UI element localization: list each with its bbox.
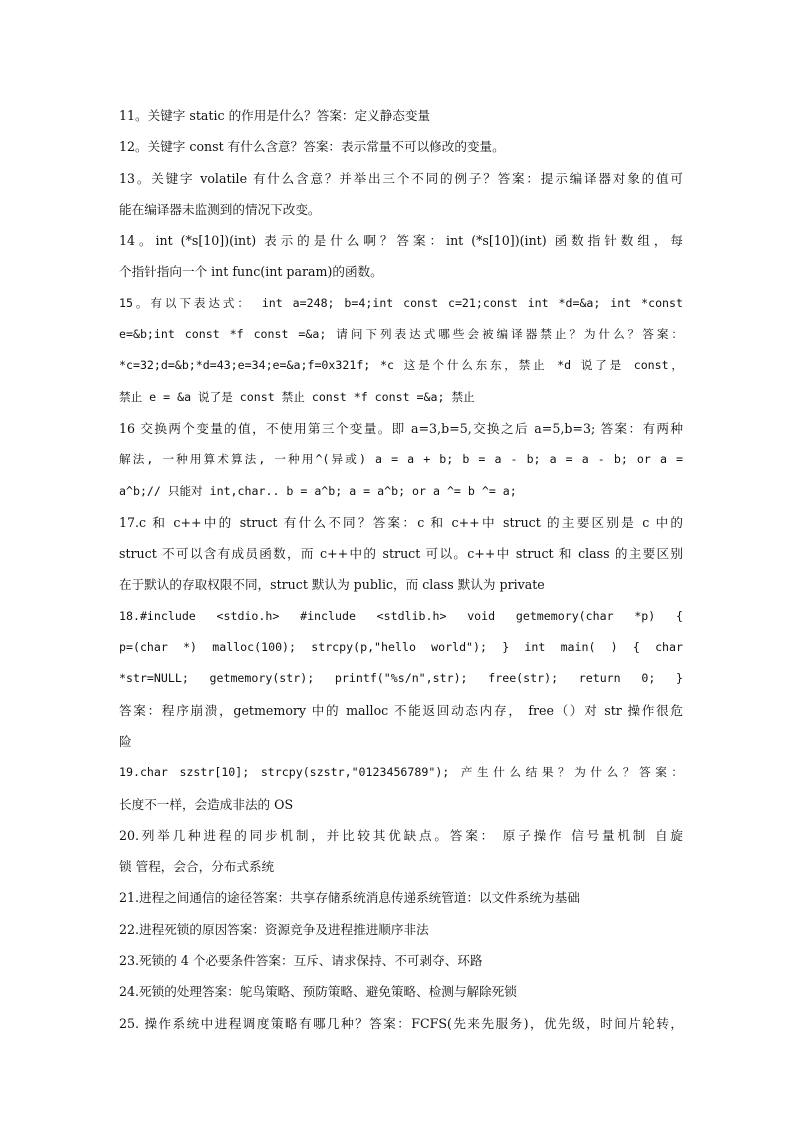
text-line: 20.列举几种进程的同步机制，并比较其优缺点。答案： 原子操作 信号量机制 自旋 <box>119 827 683 843</box>
text-line: 23.死锁的 4 个必要条件答案：互斥、请求保持、不可剥夺、环路 <box>119 953 483 969</box>
text-line: 禁止 e = &a 说了是 const 禁止 const *f const =&a; 禁止 <box>119 389 475 404</box>
text-line: 在于默认的存取权限不同，struct 默认为 public，而 class 默认为 private <box>119 577 545 593</box>
text-line: *c=32;d=&b;*d=43;e=34;e=&a;f=0x321f; *c 这是个什么东东，禁止 *d 说了是 const， <box>119 358 683 373</box>
text-line: 能在编译器未监测到的情况下改变。 <box>119 201 321 217</box>
text-line: 长度不一样，会造成非法的 OS <box>119 796 294 812</box>
text-line: e=&b;int const *f const =&a; 请问下列表达式哪些会被编译器禁止？为什么？答案： <box>119 327 683 342</box>
text-line: 15。有以下表达式： int a=248; b=4;int const c=21;const int *d=&a; int *const <box>119 295 683 310</box>
text-line: 11。关键字 static 的作用是什么？答案：定义静态变量 <box>119 108 431 123</box>
text-line: 13。关键字 volatile 有什么含意？并举出三个不同的例子？答案：提示编译器对象的值可 <box>119 170 683 186</box>
text-line: a^b;// 只能对 int,char.. b = a^b; a = a^b; or a ^= b ^= a; <box>119 483 517 498</box>
text-line: 解法, 一种用算术算法, 一种用^(异或) a = a + b; b = a - b; a = a - b; or a = <box>119 452 683 467</box>
text-line: p=(char *) malloc(100); strcpy(p,"hello world"); } int main( ) { char <box>119 640 683 655</box>
text-line: 17.c 和 c++中的 struct 有什么不同？答案：c 和 c++中 struct 的主要区别是 c 中的 <box>119 514 683 530</box>
document-body <box>119 100 683 1039</box>
text-line: 16 交换两个变量的值，不使用第三个变量。即 a=3,b=5,交换之后 a=5,b=3; 答案：有两种 <box>119 420 683 436</box>
text-line: 答案：程序崩溃，getmemory 中的 malloc 不能返回动态内存， free（）对 str 操作很危 <box>119 702 683 718</box>
text-line: struct 不可以含有成员函数，而 c++中的 struct 可以。c++中 struct 和 class 的主要区别 <box>119 546 683 562</box>
text-line: 22.进程死锁的原因答案：资源竞争及进程推进顺序非法 <box>119 921 429 937</box>
text-line: 险 <box>119 733 132 749</box>
text-line: *str=NULL; getmemory(str); printf("%s/n",str); free(str); return 0; } <box>119 671 683 686</box>
text-line: 19.char szstr[10]; strcpy(szstr,"0123456789"); 产生什么结果？为什么？答案： <box>119 765 683 780</box>
text-line: 24.死锁的处理答案：鸵鸟策略、预防策略、避免策略、检测与解除死锁 <box>119 984 517 1000</box>
text-line: 锁 管程，会合，分布式系统 <box>119 859 275 875</box>
text-line: 21.进程之间通信的途径答案：共享存储系统消息传递系统管道：以文件系统为基础 <box>119 890 580 906</box>
text-line: 14。int (*s[10])(int) 表示的是什么啊？答案：int (*s[10])(int) 函数指针数组，每 <box>119 233 683 249</box>
text-line: 12。关键字 const 有什么含意？答案：表示常量不可以修改的变量。 <box>119 139 505 155</box>
text-line: 18.#include <stdio.h> #include <stdlib.h> void getmemory(char *p) { <box>119 608 683 623</box>
text-line: 25. 操作系统中进程调度策略有哪几种？答案：FCFS(先来先服务)，优先级，时间片轮转， <box>119 1015 683 1031</box>
text-line: 个指针指向一个 int func(int param)的函数。 <box>119 264 383 280</box>
